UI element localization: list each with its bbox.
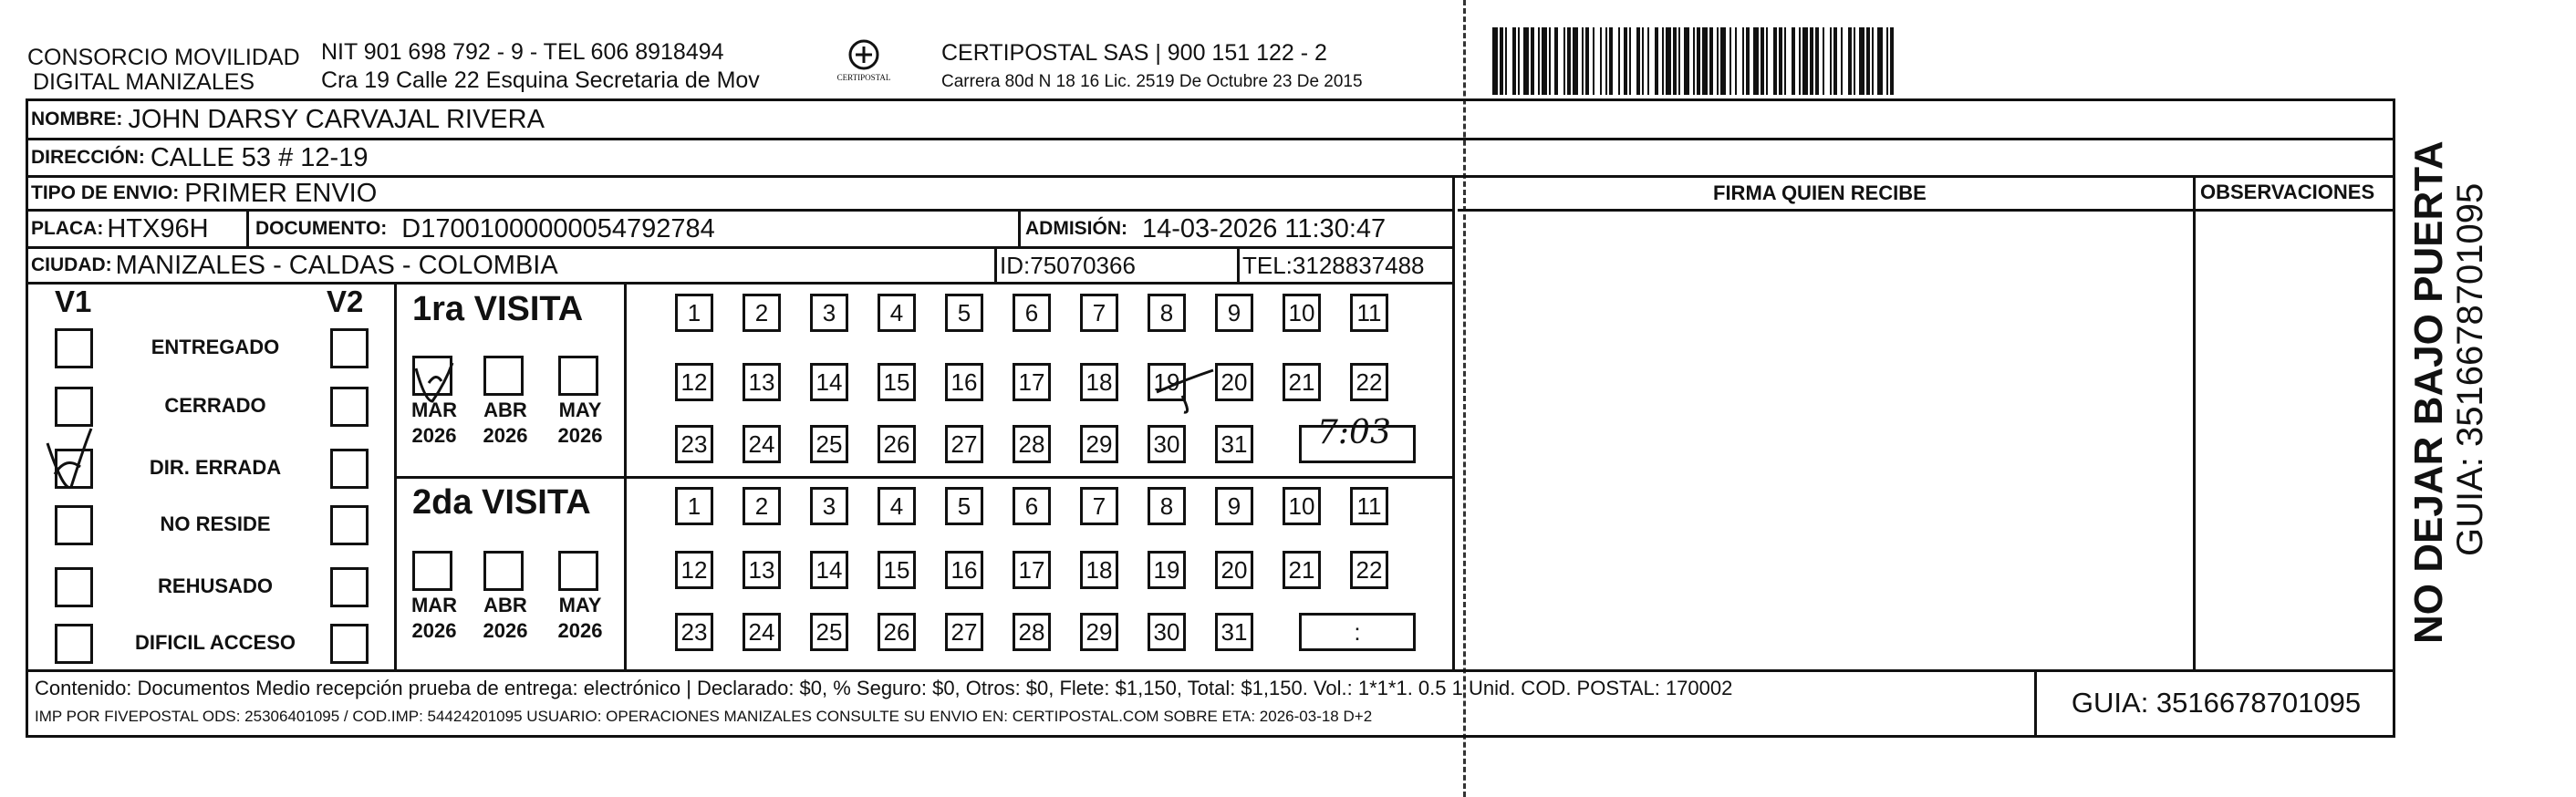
day-box[interactable]: 11 [1350, 487, 1388, 525]
v1-check-mark [47, 429, 91, 488]
day-box[interactable]: 28 [1013, 613, 1051, 651]
day-box[interactable]: 28 [1013, 425, 1051, 463]
second-visit-title: 2da VISITA [412, 483, 591, 522]
month-check-mark [416, 363, 452, 401]
name-label: NOMBRE: [31, 109, 123, 129]
day-box[interactable]: 9 [1215, 487, 1253, 525]
day-box[interactable]: 18 [1080, 551, 1118, 589]
day-box[interactable]: 12 [675, 551, 713, 589]
day-box[interactable]: 19 [1148, 551, 1186, 589]
observations-label: OBSERVACIONES [2200, 181, 2375, 203]
day-box[interactable]: 5 [945, 487, 983, 525]
day-box[interactable]: 10 [1283, 294, 1321, 332]
month-name: MAR [410, 594, 458, 616]
address-value: CALLE 53 # 12-19 [150, 142, 369, 172]
day-box[interactable]: 8 [1148, 487, 1186, 525]
logo-text: CERTIPOSTAL [836, 73, 891, 82]
status-label: CERRADO [164, 394, 266, 417]
month-name: ABR [483, 398, 527, 421]
day-box[interactable]: 23 [675, 425, 713, 463]
guide-number-box: GUIA: 3516678701095 [2034, 671, 2395, 735]
day-box[interactable]: 17 [1013, 363, 1051, 401]
address-line: Cra 19 Calle 22 Esquina Secretaria de Mov [321, 67, 760, 93]
name-value: JOHN DARSY CARVAJAL RIVERA [128, 104, 545, 134]
address-label: DIRECCIÓN: [31, 147, 145, 168]
day-box[interactable]: 6 [1013, 294, 1051, 332]
month-name: MAY [558, 594, 602, 616]
day-box[interactable]: 5 [945, 294, 983, 332]
day-box[interactable]: 13 [743, 363, 781, 401]
city-label: CIUDAD: [31, 254, 112, 275]
id-value: 75070366 [1030, 251, 1136, 279]
day-box[interactable]: 23 [675, 613, 713, 651]
send-type-value: PRIMER ENVIO [184, 178, 378, 208]
status-label: NO RESIDE [160, 512, 271, 535]
day-box[interactable]: 31 [1215, 613, 1253, 651]
day-box[interactable]: 13 [743, 551, 781, 589]
day-box[interactable]: 31 [1215, 425, 1253, 463]
guide-vertical: GUIA: 3516678701095 [2450, 182, 2490, 556]
day-box[interactable]: 9 [1215, 294, 1253, 332]
month-name: ABR [483, 594, 527, 616]
document-value: D17001000000054792784 [401, 213, 715, 243]
month-name: MAR [410, 398, 458, 421]
day-box[interactable]: 22 [1350, 363, 1388, 401]
day-box[interactable]: 1 [675, 487, 713, 525]
day-box[interactable]: 26 [878, 425, 916, 463]
day-box[interactable]: 24 [743, 425, 781, 463]
first-visit-time: 7:03 [1317, 414, 1391, 451]
day-box[interactable]: 8 [1148, 294, 1186, 332]
day-box[interactable]: 7 [1080, 294, 1118, 332]
day-box[interactable]: 30 [1148, 613, 1186, 651]
day-box[interactable]: 26 [878, 613, 916, 651]
month-year: 2026 [557, 619, 603, 642]
plate-value: HTX96H [107, 213, 209, 243]
day-box[interactable]: 2 [743, 487, 781, 525]
day-box[interactable]: 1 [675, 294, 713, 332]
status-label: REHUSADO [158, 574, 273, 597]
document-label: DOCUMENTO: [255, 218, 388, 239]
month-year: 2026 [411, 619, 457, 642]
plate-label: PLACA: [31, 218, 104, 239]
day-box[interactable]: 16 [945, 551, 983, 589]
month-year: 2026 [557, 424, 603, 447]
consortium-line-2: DIGITAL MANIZALES [33, 69, 255, 95]
footer-imp: IMP POR FIVEPOSTAL ODS: 25306401095 / COD.IMP: 54424201095 USUARIO: OPERACIONES MANIZALES CONSULTE SU ENVIO EN: CERTIPOSTAL.COM SOBRE ETA: 2026-03-18 D+2 [35, 708, 1373, 725]
day-box[interactable]: 4 [878, 487, 916, 525]
day-box[interactable]: 7 [1080, 487, 1118, 525]
day-box[interactable]: 6 [1013, 487, 1051, 525]
day-box[interactable]: 16 [945, 363, 983, 401]
day-box[interactable]: 29 [1080, 613, 1118, 651]
admission-value: 14-03-2026 11:30:47 [1142, 213, 1387, 243]
day-box[interactable]: 15 [878, 363, 916, 401]
day-box[interactable]: 18 [1080, 363, 1118, 401]
day-box[interactable]: 22 [1350, 551, 1388, 589]
day-box[interactable]: 2 [743, 294, 781, 332]
day-box[interactable]: 14 [810, 363, 848, 401]
day-box[interactable]: 21 [1283, 363, 1321, 401]
day-box[interactable]: 12 [675, 363, 713, 401]
day-box[interactable]: 11 [1350, 294, 1388, 332]
send-type-label: TIPO DE ENVIO: [31, 182, 180, 203]
month-name: MAY [558, 398, 602, 421]
day-strike-mark [1157, 370, 1213, 412]
day-box[interactable]: 30 [1148, 425, 1186, 463]
city-value: MANIZALES - CALDAS - COLOMBIA [115, 250, 558, 280]
day-box[interactable]: 17 [1013, 551, 1051, 589]
day-box[interactable]: 19 [1148, 363, 1186, 401]
tel-label: TEL: [1242, 251, 1293, 279]
first-visit-title: 1ra VISITA [412, 290, 584, 328]
status-label: ENTREGADO [151, 336, 280, 358]
status-label: DIFICIL ACCESO [134, 631, 296, 654]
day-box[interactable]: 20 [1215, 363, 1253, 401]
day-box[interactable]: 27 [945, 425, 983, 463]
day-box[interactable]: 14 [810, 551, 848, 589]
id-label: ID: [1000, 251, 1031, 279]
courier-line-2: Carrera 80d N 18 16 Lic. 2519 De Octubre 23 De 2015 [941, 72, 1363, 91]
tel-value: 3128837488 [1292, 251, 1425, 279]
month-year: 2026 [483, 619, 528, 642]
day-box[interactable]: 25 [810, 425, 848, 463]
day-box[interactable]: 15 [878, 551, 916, 589]
day-box[interactable]: 20 [1215, 551, 1253, 589]
month-year: 2026 [483, 424, 528, 447]
day-box[interactable]: 21 [1283, 551, 1321, 589]
consortium-line-1: CONSORCIO MOVILIDAD [27, 45, 300, 70]
status-label: DIR. ERRADA [149, 456, 282, 479]
no-dejar-bajo-puerta: NO DEJAR BAJO PUERTA [2406, 140, 2451, 644]
admission-label: ADMISIÓN: [1025, 218, 1127, 239]
v1-label: V1 [55, 285, 92, 318]
footer-content: Contenido: Documentos Medio recepción prueba de entrega: electrónico | Declarado: $0, % Seguro: $0, Otros: $0, Flete: $1,150, Total: $1,150. Vol.: 1*1*1. 0.5 1 Unid. COD. POSTAL: 170002 [35, 677, 1733, 699]
day-box[interactable]: 3 [810, 487, 848, 525]
month-year: 2026 [411, 424, 457, 447]
courier-line-1: CERTIPOSTAL SAS | 900 151 122 - 2 [941, 40, 1327, 66]
day-box[interactable]: 29 [1080, 425, 1118, 463]
visit-time-box[interactable]: : [1299, 613, 1416, 651]
nit-line: NIT 901 698 792 - 9 - TEL 606 8918494 [321, 39, 724, 65]
day-box[interactable]: 10 [1283, 487, 1321, 525]
day-box[interactable]: 4 [878, 294, 916, 332]
day-box[interactable]: 27 [945, 613, 983, 651]
day-box[interactable]: 3 [810, 294, 848, 332]
day-box[interactable]: 25 [810, 613, 848, 651]
v2-label: V2 [327, 285, 364, 318]
day-box[interactable]: 24 [743, 613, 781, 651]
signature-label: FIRMA QUIEN RECIBE [1713, 181, 1927, 204]
